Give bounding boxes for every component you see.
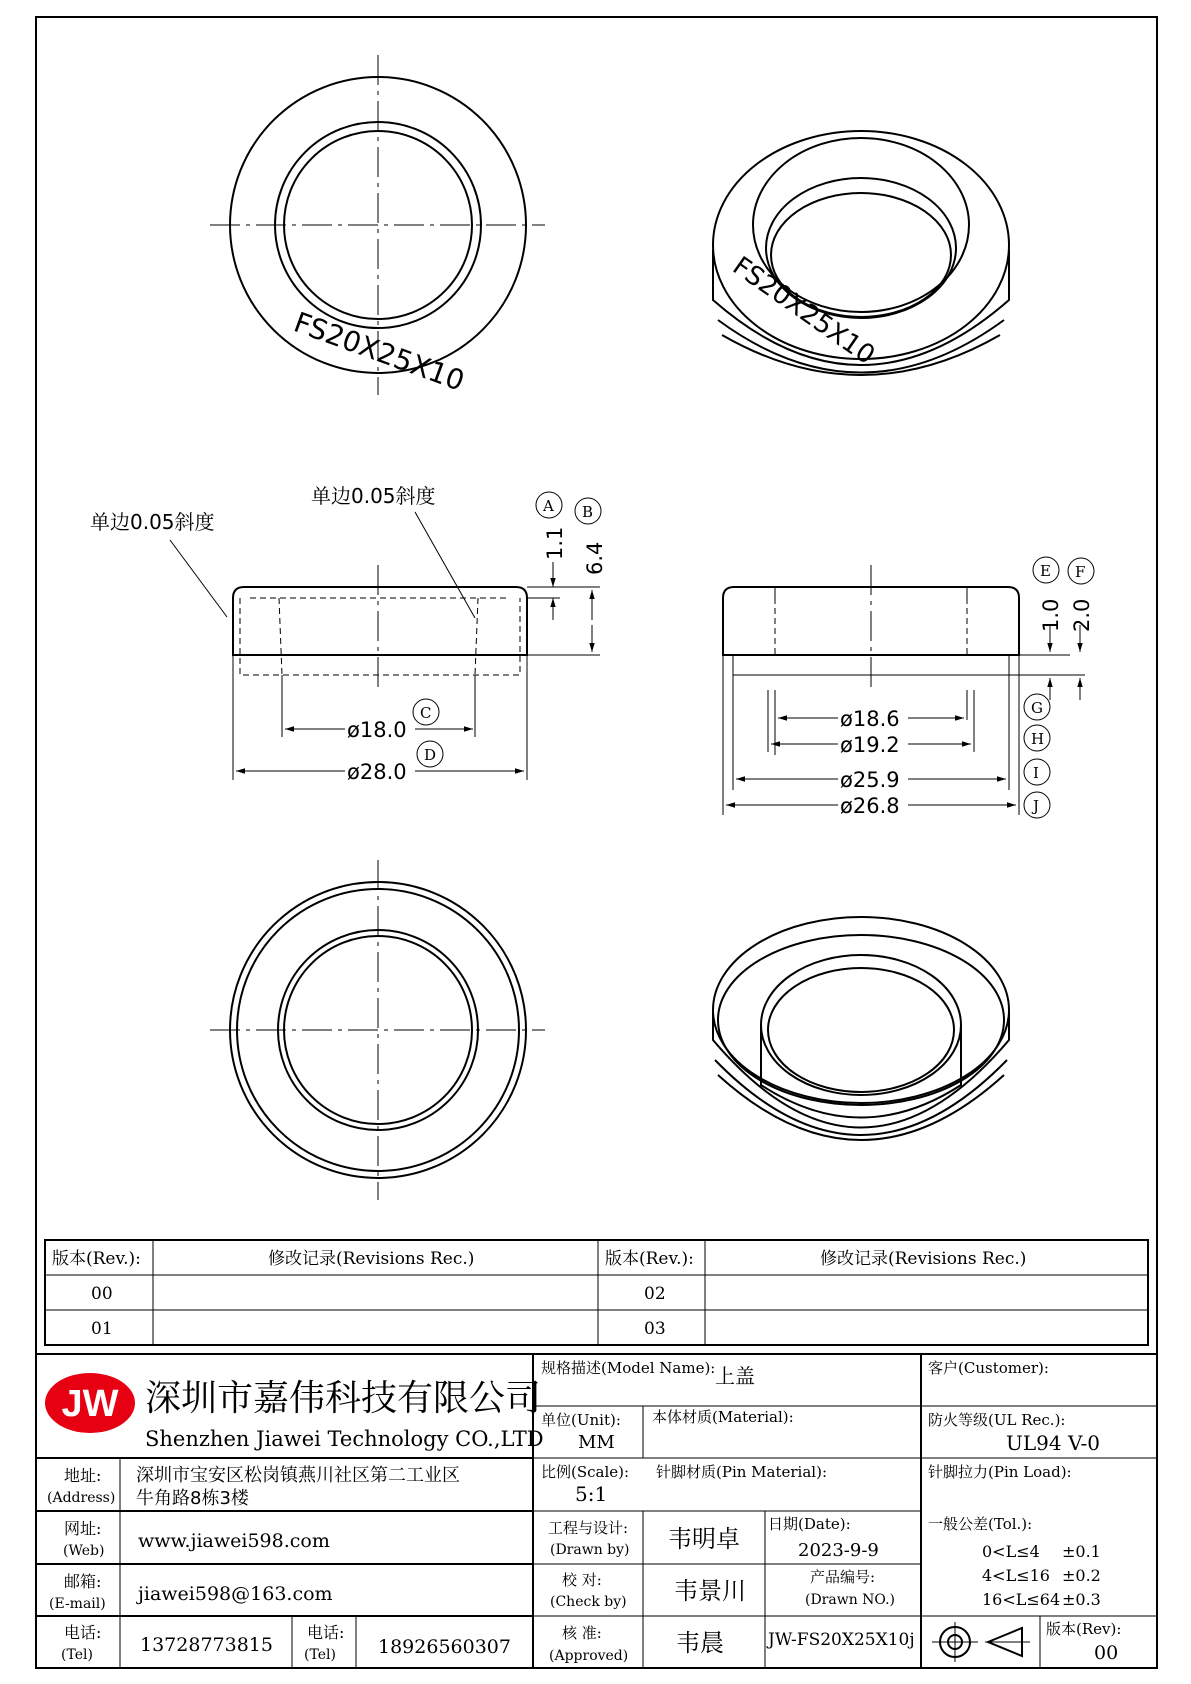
scale-label: 比例(Scale): [541, 1463, 630, 1481]
logo-text: JW [61, 1383, 119, 1425]
rev-row-03: 03 [644, 1319, 666, 1339]
approved-label-en: (Approved) [549, 1648, 629, 1664]
rev-header-left: 版本(Rev.): [52, 1249, 141, 1269]
callout-e: E [1040, 562, 1051, 580]
ul-value: UL94 V-0 [1006, 1431, 1101, 1455]
web-label: 网址: [64, 1519, 102, 1538]
callout-j: J [1033, 797, 1040, 815]
tol-val-3: ±0.3 [1062, 1590, 1101, 1609]
dim-c: ø18.0 [347, 718, 407, 742]
engraving-iso: FS20X25X10 [726, 251, 881, 371]
email-label: 邮箱: [64, 1572, 102, 1591]
tol-val-1: ±0.1 [1062, 1542, 1101, 1561]
callout-i: I [1033, 764, 1039, 782]
check-by: 韦景川 [674, 1577, 746, 1605]
draft-note-left: 单边0.05斜度 [90, 510, 215, 534]
tel-label: 电话: [64, 1623, 102, 1642]
callout-h: H [1031, 730, 1045, 748]
tel-label-en: (Tel) [61, 1647, 93, 1663]
check-label: 校 对: [562, 1571, 602, 1589]
dim-d: ø28.0 [347, 760, 407, 784]
rev-label: 版本(Rev): [1046, 1620, 1122, 1638]
email-label-en: (E-mail) [49, 1596, 106, 1612]
rev-row-00: 00 [91, 1284, 113, 1304]
callout-c: C [420, 704, 432, 722]
material-label: 本体材质(Material): [652, 1408, 794, 1426]
drawn-no-label-en: (Drawn NO.) [805, 1592, 895, 1608]
iso-view-bottom [713, 917, 1009, 1140]
tol-range-3: 16<L≤64 [982, 1590, 1061, 1609]
rec-header-left: 修改记录(Revisions Rec.) [268, 1249, 475, 1269]
drawn-no: JW-FS20X25X10j [768, 1630, 915, 1650]
callout-g: G [1031, 699, 1043, 717]
dim-b: 6.4 [583, 541, 607, 575]
tol-range-2: 4<L≤16 [982, 1566, 1050, 1585]
tol-val-2: ±0.2 [1062, 1566, 1101, 1585]
web-label-en: (Web) [63, 1543, 105, 1559]
company-name-en: Shenzhen Jiawei Technology CO.,LTD [145, 1427, 544, 1451]
address-label: 地址: [64, 1466, 102, 1485]
model-value: 上盖 [715, 1364, 755, 1388]
callout-a: A [543, 497, 554, 515]
company-name-cn: 深圳市嘉伟科技有限公司 [145, 1378, 542, 1419]
dim-e: 1.0 [1039, 598, 1063, 632]
ul-label: 防火等级(UL Rec.): [928, 1411, 1066, 1429]
dim-j: ø26.8 [840, 794, 900, 818]
unit-value: MM [578, 1432, 615, 1453]
dim-a: 1.1 [543, 526, 567, 560]
bottom-view [210, 860, 545, 1200]
tel2-label: 电话: [307, 1623, 345, 1642]
date-label: 日期(Date): [768, 1515, 851, 1533]
address-line1: 深圳市宝安区松岗镇燕川社区第二工业区 [136, 1465, 460, 1486]
tol-range-1: 0<L≤4 [982, 1542, 1040, 1561]
callout-b: B [582, 503, 594, 521]
drawn-by: 韦明卓 [668, 1525, 740, 1553]
tel2-label-en: (Tel) [304, 1647, 336, 1663]
dim-f: 2.0 [1070, 598, 1094, 632]
model-label: 规格描述(Model Name): [541, 1359, 716, 1377]
tel-number-1: 13728773815 [140, 1634, 273, 1656]
callout-d: D [424, 746, 437, 764]
dim-i: ø25.9 [840, 768, 900, 792]
dim-h: ø19.2 [840, 733, 900, 757]
tol-label: 一般公差(Tol.): [928, 1515, 1033, 1533]
rev-header-right: 版本(Rev.): [605, 1249, 694, 1269]
rec-header-right: 修改记录(Revisions Rec.) [820, 1249, 1027, 1269]
rev-row-01: 01 [91, 1319, 113, 1339]
engraving-top: FS20X25X10 [289, 305, 469, 398]
unit-label: 单位(Unit): [541, 1411, 621, 1429]
drawn-no-label: 产品编号: [810, 1568, 876, 1586]
customer-label: 客户(Customer): [928, 1359, 1049, 1377]
approved-by: 韦晨 [676, 1629, 724, 1657]
email-address[interactable]: jiawei598@163.com [138, 1583, 333, 1605]
callout-f: F [1075, 563, 1086, 581]
rev-value: 00 [1094, 1642, 1119, 1664]
pin-material-label: 针脚材质(Pin Material): [656, 1463, 827, 1481]
pin-load-label: 针脚拉力(Pin Load): [928, 1463, 1072, 1481]
date-value: 2023-9-9 [798, 1540, 879, 1561]
drawn-label-en: (Drawn by) [550, 1542, 630, 1558]
address-label-en: (Address) [47, 1490, 116, 1506]
drawn-label: 工程与设计: [548, 1519, 629, 1537]
web-url[interactable]: www.jiawei598.com [138, 1530, 330, 1552]
tel-number-2: 18926560307 [378, 1636, 511, 1658]
address-line2: 牛角路8栋3楼 [136, 1488, 249, 1509]
draft-note-center: 单边0.05斜度 [311, 484, 436, 508]
rev-row-02: 02 [644, 1284, 666, 1304]
check-label-en: (Check by) [550, 1594, 627, 1610]
dim-g: ø18.6 [840, 707, 900, 731]
projection-symbol-icon [932, 1622, 1030, 1662]
approved-label: 核 准: [562, 1624, 602, 1642]
scale-value: 5:1 [575, 1482, 608, 1506]
